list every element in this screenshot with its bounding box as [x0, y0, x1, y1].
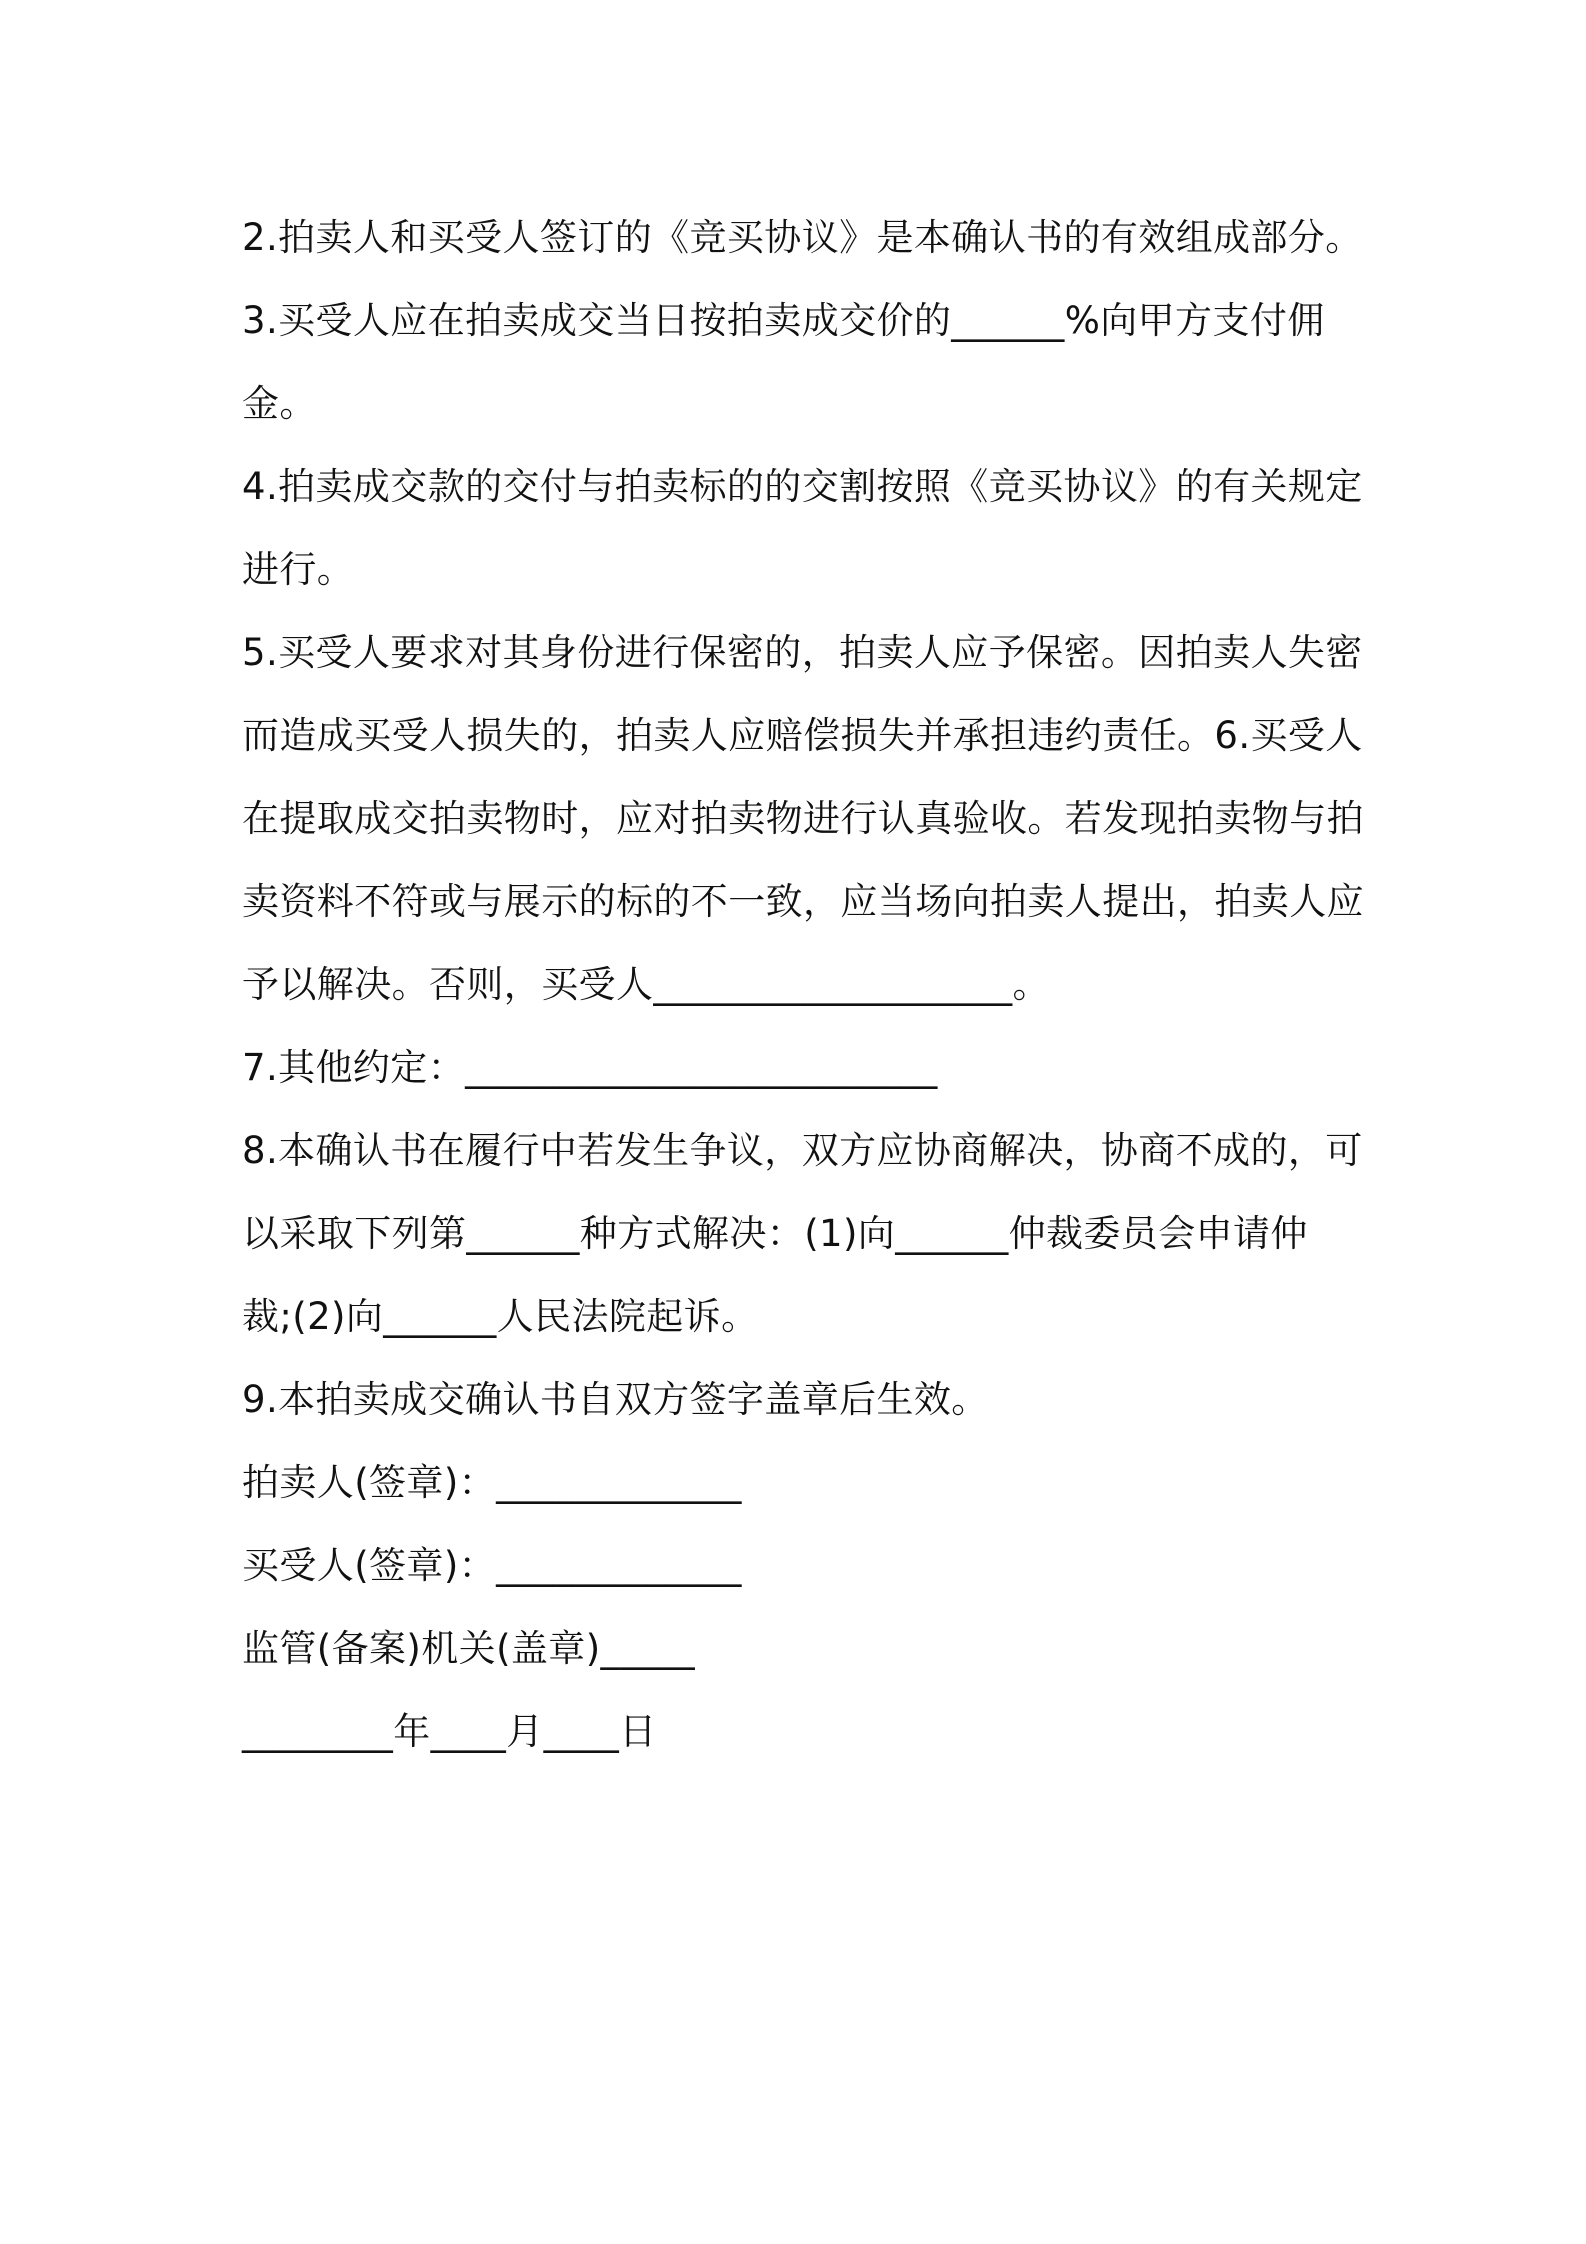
clause-7: 7.其他约定：_________________________: [242, 1046, 938, 1089]
auctioneer-signature: 拍卖人(签章)：_____________: [242, 1461, 742, 1504]
clause-6-line-2: 卖资料不符或与展示的标的不一致，应当场向拍卖人提出，拍卖人应: [242, 880, 1364, 923]
clause-3-line-1: 3.买受人应在拍卖成交当日按拍卖成交价的______%向甲方支付佣: [242, 299, 1325, 342]
clause-8-line-2: 以采取下列第______种方式解决：(1)向______仲裁委员会申请仲: [242, 1212, 1308, 1255]
clause-6-line-1: 在提取成交拍卖物时，应对拍卖物进行认真验收。若发现拍卖物与拍: [242, 797, 1364, 840]
clause-8-line-3: 裁;(2)向______人民法院起诉。: [242, 1295, 759, 1338]
clause-3-line-2: 金。: [242, 382, 317, 425]
buyer-signature: 买受人(签章)：_____________: [242, 1544, 742, 1587]
clause-9: 9.本拍卖成交确认书自双方签字盖章后生效。: [242, 1378, 989, 1421]
clause-2: 2.拍卖人和买受人签订的《竞买协议》是本确认书的有效组成部分。: [242, 216, 1363, 259]
clause-8-line-1: 8.本确认书在履行中若发生争议，双方应协商解决，协商不成的，可: [242, 1129, 1363, 1172]
clause-5-line-2: 而造成买受人损失的，拍卖人应赔偿损失并承担违约责任。6.买受人: [242, 714, 1363, 757]
document-body: [242, 196, 1362, 1773]
clause-6-line-3: 予以解决。否则，买受人___________________。: [242, 963, 1050, 1006]
clause-5-line-1: 5.买受人要求对其身份进行保密的，拍卖人应予保密。因拍卖人失密: [242, 631, 1363, 674]
regulator-seal: 监管(备案)机关(盖章)_____: [242, 1627, 696, 1670]
clause-4-line-1: 4.拍卖成交款的交付与拍卖标的的交割按照《竞买协议》的有关规定: [242, 465, 1363, 508]
date-line: ________年____月____日: [242, 1710, 657, 1753]
clause-4-line-2: 进行。: [242, 548, 355, 591]
